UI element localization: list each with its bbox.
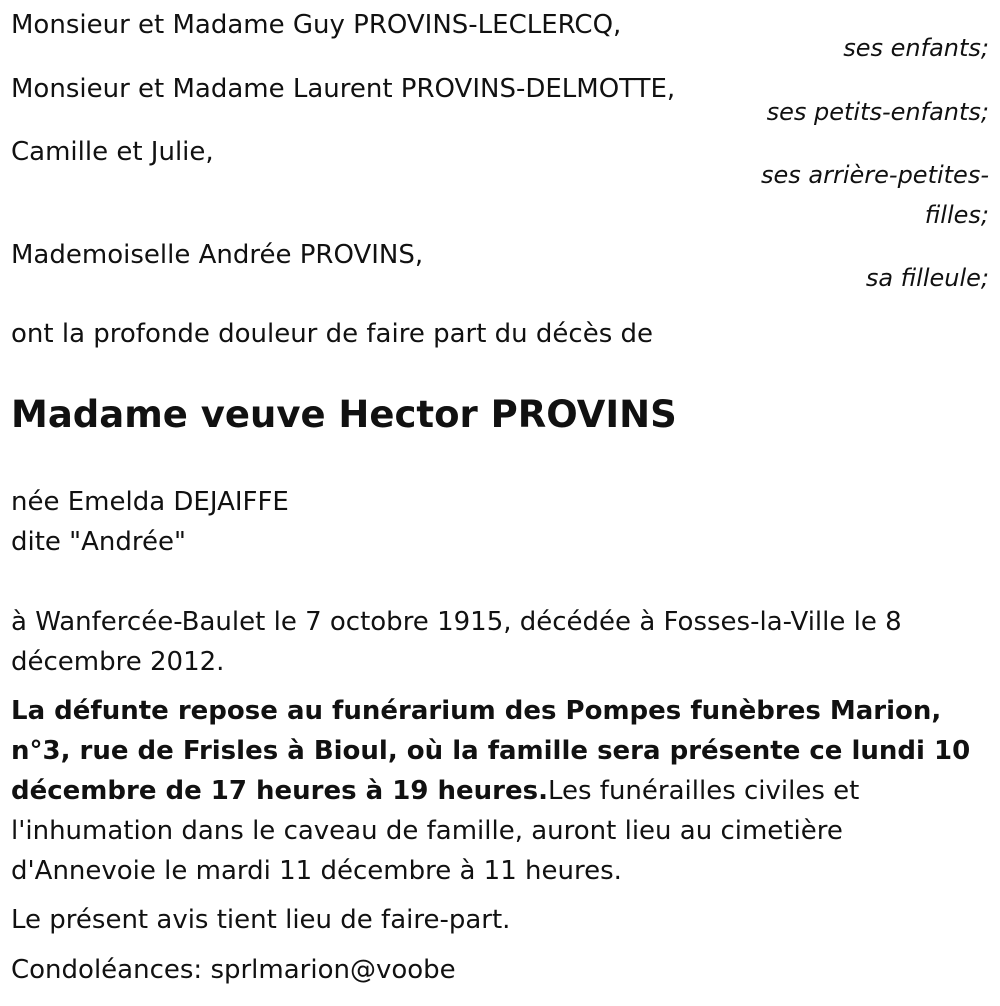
deceased-name: Madame veuve Hector PROVINS — [11, 393, 677, 436]
family-entry-children — [11, 5, 989, 68]
family-name: Monsieur et Madame Guy PROVINS-LECLERCQ, — [11, 10, 622, 40]
family-entry-grandchildren — [11, 69, 989, 132]
family-role: filles; — [924, 201, 989, 229]
nickname: dite "Andrée" — [11, 527, 186, 557]
family-name: Monsieur et Madame Laurent PROVINS-DELMOTTE, — [11, 74, 676, 104]
funeral-info: Les funérailles civiles et l'inhumation dans le caveau de famille, auront lieu au cimetière d'Annevoie le mardi 11 décembre à 11 heures. — [11, 776, 860, 886]
family-role: ses petits-enfants; — [766, 98, 989, 126]
funeral-details — [11, 691, 991, 891]
condolences-text: Condoléances: sprlmarion@voobe — [11, 955, 456, 985]
family-role: ses arrière-petites- — [761, 161, 989, 189]
family-name: Camille et Julie, — [11, 137, 214, 167]
life-dates: à Wanfercée-Baulet le 7 octobre 1915, décédée à Fosses-la-Ville le 8 décembre 2012. — [11, 607, 902, 677]
intro-text: ont la profonde douleur de faire part du décès de — [11, 319, 654, 349]
birth-name: née Emelda DEJAIFFE — [11, 487, 289, 517]
family-name: Mademoiselle Andrée PROVINS, — [11, 240, 424, 270]
family-role: sa filleule; — [865, 264, 989, 292]
birth-info — [11, 482, 289, 562]
viewing-info: La défunte repose au funérarium des Pompes funèbres Marion, n°3, rue de Frisles à Bioul, où la famille sera présente ce lundi 10 décembre de 17 heures à 19 heures. — [11, 696, 971, 806]
notice-text: Le présent avis tient lieu de faire-part. — [11, 905, 511, 935]
family-entry-goddaughter — [11, 235, 989, 298]
family-entry-great-granddaughters — [11, 132, 989, 235]
family-role: ses enfants; — [843, 34, 989, 62]
